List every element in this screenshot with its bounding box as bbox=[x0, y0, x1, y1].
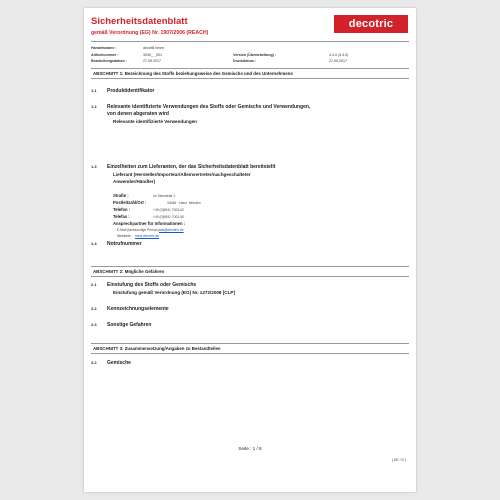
artikelnummer-value: 3030_ _001 bbox=[143, 52, 162, 57]
section-number: 1.1 bbox=[91, 88, 97, 93]
document-subtitle: gemäß Verordnung (EG) Nr. 1907/2006 (REACH) bbox=[91, 30, 209, 36]
plz-value: 34346 · Hann. Münden bbox=[167, 201, 201, 205]
handelsname-label: Handelsname : bbox=[91, 46, 117, 50]
druckdatum-value: 27.09.2017 bbox=[329, 59, 347, 63]
section-1-heading: ABSCHNITT 1: Bezeichnung des Stoffs beziehungsweise des Gemischs und des Unternehmens bbox=[91, 68, 409, 79]
email-link[interactable]: sds@decotric.de bbox=[159, 228, 184, 232]
clp-classification-heading: Einstufung gemäß Verordnung (EG) Nr. 1272/2008 [CLP] bbox=[113, 290, 236, 295]
section-title: Relevante identifizierte Verwendungen des Stoffs oder Gemischs und Verwendungen, bbox=[107, 104, 311, 110]
header-divider bbox=[91, 41, 409, 42]
section-number: 2.1 bbox=[91, 282, 97, 287]
supplier-heading: Lieferant (Hersteller/Importeur/Alleinvertreter/nachgeschalteter bbox=[113, 172, 251, 177]
handelsname-value: decofill innen bbox=[143, 46, 164, 50]
section-title-cont: von denen abgeraten wird bbox=[107, 111, 169, 117]
section-3-2 bbox=[91, 360, 409, 367]
section-number: 2.2 bbox=[91, 306, 97, 311]
supplier-heading-cont: Anwender/Händler) bbox=[113, 179, 156, 184]
contact-heading: Ansprechpartner für Informationen : bbox=[113, 221, 186, 226]
section-number: 1.4 bbox=[91, 241, 97, 246]
document-page bbox=[84, 8, 416, 492]
section-1-2 bbox=[91, 104, 409, 111]
page-number: Seite : 1 / 8 bbox=[238, 446, 262, 451]
druckdatum-label: Druckdatum : bbox=[233, 59, 257, 63]
telefax-label: Telefax : bbox=[113, 214, 130, 219]
section-number: 1.3 bbox=[91, 164, 97, 169]
telefon-value: +49 (0)5541 7003-62 bbox=[153, 208, 184, 212]
web-link[interactable]: www.decotric.de bbox=[135, 234, 160, 238]
section-1-4 bbox=[91, 241, 409, 248]
bearbeitung-value: 27.09.2017 bbox=[143, 59, 161, 63]
section-1-3 bbox=[91, 164, 409, 171]
section-title: Gemische bbox=[107, 360, 131, 366]
email-label: E-Mail (fachkundige Person) : bbox=[117, 228, 161, 232]
section-number: 2.3 bbox=[91, 322, 97, 327]
section-2-3 bbox=[91, 322, 409, 329]
telefax-value: +49 (0)5541 7003-50 bbox=[153, 215, 184, 219]
section-title: Produktidentifikator bbox=[107, 88, 155, 94]
meta-table bbox=[91, 45, 409, 65]
section-number: 3.2 bbox=[91, 360, 97, 365]
version-value: 4.4.0 (4.3.0) bbox=[329, 52, 349, 57]
telefon-label: Telefon : bbox=[113, 207, 131, 212]
section-number: 1.2 bbox=[91, 104, 97, 109]
section-title: Notrufnummer bbox=[107, 241, 142, 247]
section-3-heading: ABSCHNITT 3: Zusammensetzung/Angaben zu Bestandteilen bbox=[91, 343, 409, 354]
artikelnummer-label: Artikelnummer : bbox=[91, 52, 119, 57]
strasse-value: Im Schedetal 1 bbox=[153, 194, 175, 198]
document-title: Sicherheitsdatenblatt bbox=[91, 16, 188, 27]
subsection-title: Relevante identifizierte Verwendungen bbox=[113, 119, 197, 124]
language-code: ( DE / D ) bbox=[391, 458, 406, 462]
section-2-1 bbox=[91, 282, 409, 289]
section-title: Sonstige Gefahren bbox=[107, 322, 152, 328]
section-title: Einzelheiten zum Lieferanten, der das Sicherheitsdatenblatt bereitstellt bbox=[107, 164, 276, 170]
bearbeitung-label: Bearbeitungsdatum : bbox=[91, 59, 127, 63]
strasse-label: Straße : bbox=[113, 193, 129, 198]
decotric-logo: decotric bbox=[334, 15, 408, 33]
section-title: Kennzeichnungselemente bbox=[107, 306, 169, 312]
web-label: Webseite : bbox=[117, 234, 133, 238]
version-label: Version (Überarbeitung) : bbox=[233, 52, 277, 57]
plz-label: Postleitzahl/Ort : bbox=[113, 200, 147, 205]
section-2-2 bbox=[91, 306, 409, 313]
section-1-1 bbox=[91, 88, 409, 95]
section-title: Einstufung des Stoffs oder Gemischs bbox=[107, 282, 197, 288]
section-2-heading: ABSCHNITT 2: Mögliche Gefahren bbox=[91, 266, 409, 277]
